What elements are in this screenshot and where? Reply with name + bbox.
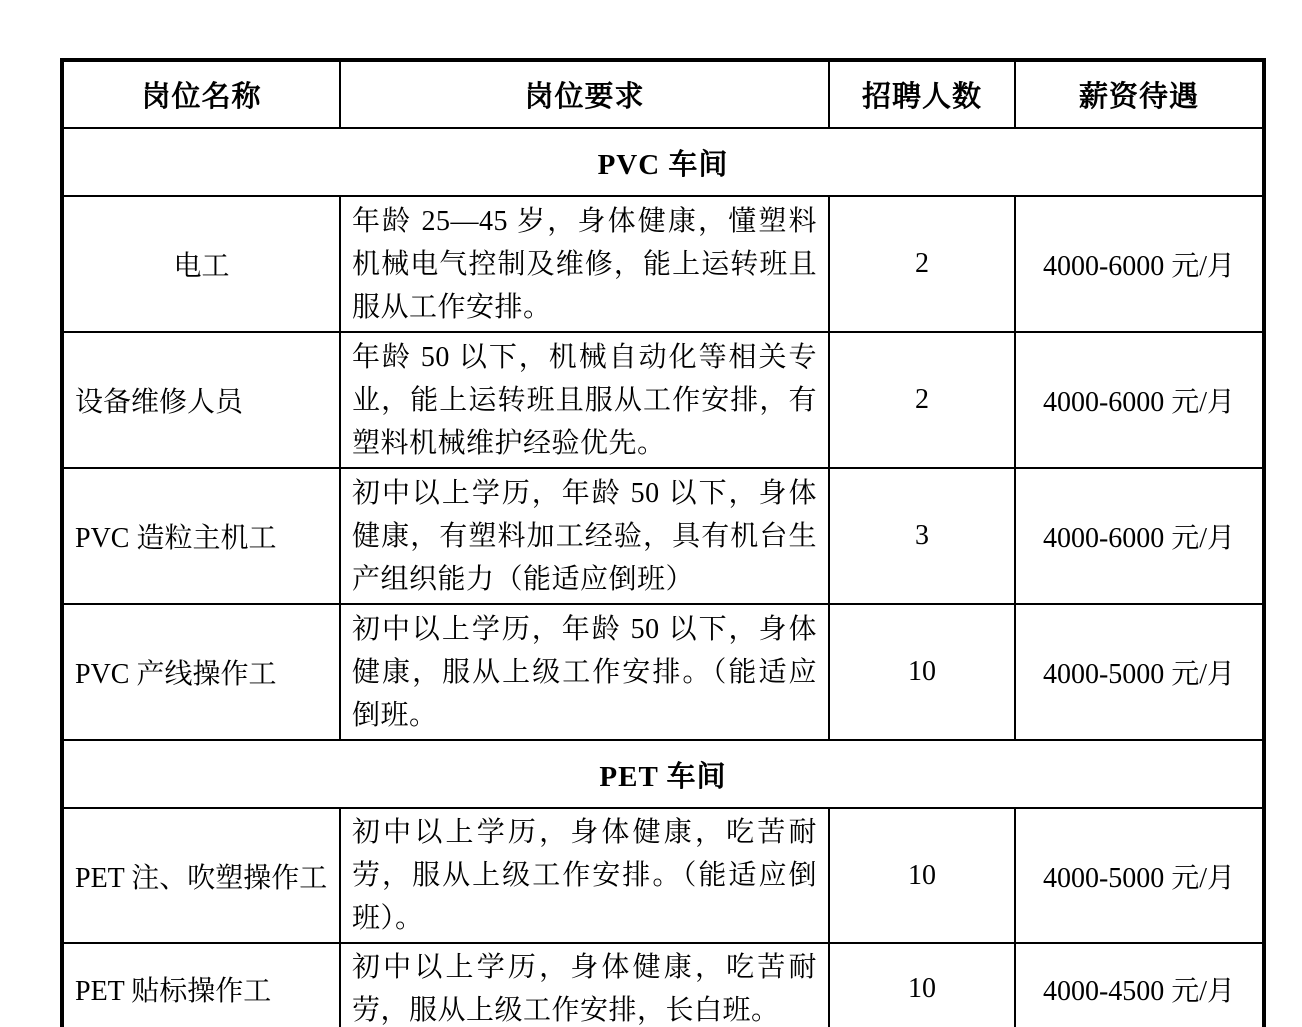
requirement-cell: 年龄 50 以下，机械自动化等相关专业，能上运转班且服从工作安排，有塑料机械维护经验优先。 [340, 332, 829, 468]
position-name-cell: PVC 造粒主机工 [62, 468, 340, 604]
header-salary: 薪资待遇 [1015, 60, 1264, 128]
salary-cell: 4000-6000 元/月 [1015, 468, 1264, 604]
requirement-cell: 初中以上学历，年龄 50 以下，身体健康，服从上级工作安排。（能适应倒班。 [340, 604, 829, 740]
header-headcount: 招聘人数 [829, 60, 1015, 128]
headcount-cell: 2 [829, 332, 1015, 468]
salary-cell: 4000-5000 元/月 [1015, 604, 1264, 740]
salary-cell: 4000-6000 元/月 [1015, 332, 1264, 468]
header-position-name: 岗位名称 [62, 60, 340, 128]
salary-cell: 4000-4500 元/月 [1015, 943, 1264, 1027]
requirement-cell: 初中以上学历，身体健康，吃苦耐劳，服从上级工作安排。（能适应倒班）。 [340, 808, 829, 943]
table-row [62, 808, 1264, 943]
requirement-cell: 年龄 25—45 岁，身体健康，懂塑料机械电气控制及维修，能上运转班且服从工作安排。 [340, 196, 829, 332]
salary-cell: 4000-5000 元/月 [1015, 808, 1264, 943]
position-name-cell: PET 贴标操作工 [62, 943, 340, 1027]
table-header-row [62, 60, 1264, 128]
recruitment-table [60, 58, 1266, 1027]
headcount-cell: 10 [829, 808, 1015, 943]
headcount-cell: 10 [829, 943, 1015, 1027]
header-position-requirements: 岗位要求 [340, 60, 829, 128]
headcount-cell: 10 [829, 604, 1015, 740]
table-row [62, 943, 1264, 1027]
headcount-cell: 2 [829, 196, 1015, 332]
table-row [62, 196, 1264, 332]
table-row [62, 332, 1264, 468]
position-name-cell: 电工 [62, 196, 340, 332]
position-name-cell: 设备维修人员 [62, 332, 340, 468]
position-name-cell: PET 注、吹塑操作工 [62, 808, 340, 943]
section-row-pet [62, 740, 1264, 808]
position-name-cell: PVC 产线操作工 [62, 604, 340, 740]
salary-cell: 4000-6000 元/月 [1015, 196, 1264, 332]
requirement-cell: 初中以上学历，身体健康，吃苦耐劳，服从上级工作安排，长白班。 [340, 943, 829, 1027]
section-title-pvc: PVC 车间 [62, 128, 1264, 196]
table-row [62, 604, 1264, 740]
section-title-pet: PET 车间 [62, 740, 1264, 808]
section-row-pvc [62, 128, 1264, 196]
table-row [62, 468, 1264, 604]
headcount-cell: 3 [829, 468, 1015, 604]
requirement-cell: 初中以上学历，年龄 50 以下，身体健康，有塑料加工经验，具有机台生产组织能力（能适应倒班） [340, 468, 829, 604]
